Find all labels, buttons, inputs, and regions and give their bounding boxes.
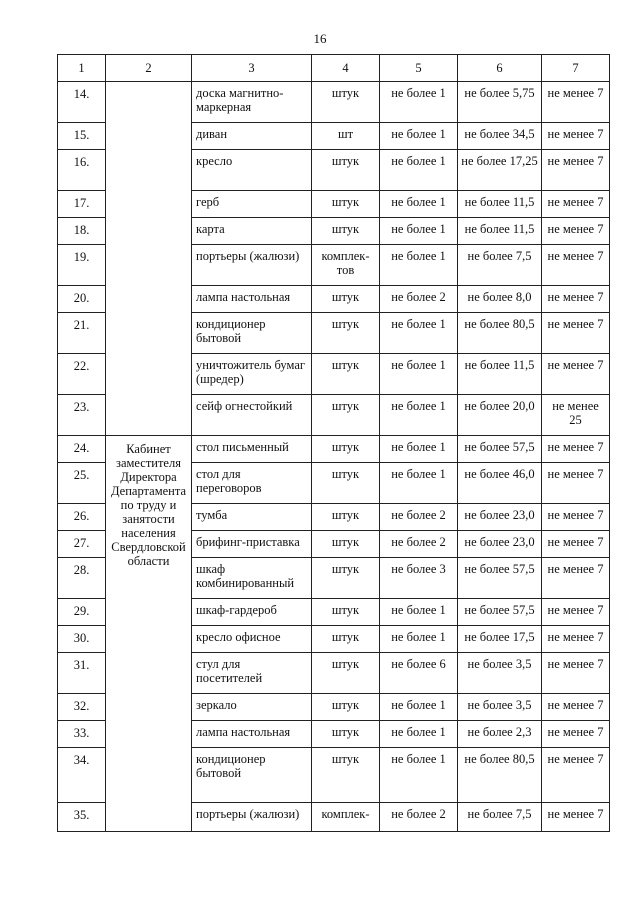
item-name-cell: кондиционер бытовой <box>192 748 312 803</box>
item-name-cell: герб <box>192 191 312 218</box>
quantity-cell: не более 1 <box>380 436 458 463</box>
header-cell: 2 <box>106 55 192 82</box>
quantity-cell: не более 1 <box>380 191 458 218</box>
quantity-cell: не более 1 <box>380 354 458 395</box>
service-life-cell: не менее 7 <box>542 748 610 803</box>
item-name-cell: сейф огнестойкий <box>192 395 312 436</box>
row-number-cell: 33. <box>58 721 106 748</box>
item-name-cell: стул для посетителей <box>192 653 312 694</box>
quantity-cell: не более 1 <box>380 694 458 721</box>
quantity-cell: не более 6 <box>380 653 458 694</box>
service-life-cell: не менее 7 <box>542 531 610 558</box>
row-number-cell: 19. <box>58 245 106 286</box>
item-name-cell: уничтожитель бумаг (шредер) <box>192 354 312 395</box>
service-life-cell: не менее 7 <box>542 286 610 313</box>
price-cell: не более 8,0 <box>458 286 542 313</box>
service-life-cell: не менее 7 <box>542 354 610 395</box>
row-number-cell: 34. <box>58 748 106 803</box>
row-number-cell: 23. <box>58 395 106 436</box>
unit-cell: штук <box>312 599 380 626</box>
row-number-cell: 24. <box>58 436 106 463</box>
quantity-cell: не более 2 <box>380 504 458 531</box>
item-name-cell: стол письменный <box>192 436 312 463</box>
price-cell: не более 57,5 <box>458 558 542 599</box>
unit-cell: штук <box>312 395 380 436</box>
row-number-cell: 20. <box>58 286 106 313</box>
quantity-cell: не более 1 <box>380 82 458 123</box>
item-name-cell: кондиционер бытовой <box>192 313 312 354</box>
service-life-cell: не менее 7 <box>542 82 610 123</box>
service-life-cell: не менее 7 <box>542 218 610 245</box>
row-number-cell: 30. <box>58 626 106 653</box>
item-name-cell: шкаф-гардероб <box>192 599 312 626</box>
price-cell: не более 7,5 <box>458 245 542 286</box>
price-cell: не более 2,3 <box>458 721 542 748</box>
service-life-cell: не менее 7 <box>542 150 610 191</box>
quantity-cell: не более 1 <box>380 721 458 748</box>
item-name-cell: тумба <box>192 504 312 531</box>
row-number-cell: 25. <box>58 463 106 504</box>
unit-cell: штук <box>312 436 380 463</box>
row-number-cell: 28. <box>58 558 106 599</box>
table-row <box>58 82 610 123</box>
service-life-cell: не менее 7 <box>542 313 610 354</box>
service-life-cell: не менее 7 <box>542 626 610 653</box>
service-life-cell: не менее 7 <box>542 463 610 504</box>
header-cell: 7 <box>542 55 610 82</box>
quantity-cell: не более 2 <box>380 286 458 313</box>
row-number-cell: 17. <box>58 191 106 218</box>
unit-cell: комплек-тов <box>312 245 380 286</box>
room-cell: Кабинет заместителя Директора Департамента по труду и занятости населения Свердловской области <box>106 436 192 832</box>
quantity-cell: не более 1 <box>380 599 458 626</box>
row-number-cell: 15. <box>58 123 106 150</box>
header-cell: 1 <box>58 55 106 82</box>
price-cell: не более 46,0 <box>458 463 542 504</box>
row-number-cell: 26. <box>58 504 106 531</box>
quantity-cell: не более 3 <box>380 558 458 599</box>
price-cell: не более 17,5 <box>458 626 542 653</box>
price-cell: не более 80,5 <box>458 313 542 354</box>
quantity-cell: не более 2 <box>380 803 458 832</box>
quantity-cell: не более 1 <box>380 150 458 191</box>
service-life-cell: не менее 7 <box>542 653 610 694</box>
quantity-cell: не более 1 <box>380 218 458 245</box>
price-cell: не более 11,5 <box>458 354 542 395</box>
service-life-cell: не менее 7 <box>542 191 610 218</box>
service-life-cell: не менее 7 <box>542 123 610 150</box>
unit-cell: штук <box>312 313 380 354</box>
table-header-row <box>58 55 610 82</box>
price-cell: не более 23,0 <box>458 531 542 558</box>
unit-cell: штук <box>312 82 380 123</box>
item-name-cell: портьеры (жалюзи) <box>192 245 312 286</box>
unit-cell: штук <box>312 218 380 245</box>
unit-cell: штук <box>312 354 380 395</box>
page-number: 16 <box>313 31 327 46</box>
row-number-cell: 35. <box>58 803 106 832</box>
price-cell: не более 57,5 <box>458 436 542 463</box>
item-name-cell: карта <box>192 218 312 245</box>
row-number-cell: 22. <box>58 354 106 395</box>
service-life-cell: не менее 7 <box>542 721 610 748</box>
row-number-cell: 21. <box>58 313 106 354</box>
quantity-cell: не более 1 <box>380 463 458 504</box>
header-cell: 6 <box>458 55 542 82</box>
price-cell: не более 17,25 <box>458 150 542 191</box>
row-number-cell: 32. <box>58 694 106 721</box>
room-cell-empty <box>106 82 192 436</box>
item-name-cell: зеркало <box>192 694 312 721</box>
header-cell: 5 <box>380 55 458 82</box>
item-name-cell: диван <box>192 123 312 150</box>
quantity-cell: не более 1 <box>380 748 458 803</box>
price-cell: не более 3,5 <box>458 653 542 694</box>
price-cell: не более 23,0 <box>458 504 542 531</box>
row-number-cell: 18. <box>58 218 106 245</box>
price-cell: не более 7,5 <box>458 803 542 832</box>
price-cell: не более 5,75 <box>458 82 542 123</box>
price-cell: не более 34,5 <box>458 123 542 150</box>
service-life-cell: не менее 7 <box>542 558 610 599</box>
quantity-cell: не более 1 <box>380 313 458 354</box>
row-number-cell: 14. <box>58 82 106 123</box>
price-cell: не более 57,5 <box>458 599 542 626</box>
item-name-cell: кресло офисное <box>192 626 312 653</box>
item-name-cell: портьеры (жалюзи) <box>192 803 312 832</box>
quantity-cell: не более 1 <box>380 245 458 286</box>
row-number-cell: 27. <box>58 531 106 558</box>
quantity-cell: не более 2 <box>380 531 458 558</box>
service-life-cell: не менее 7 <box>542 504 610 531</box>
price-cell: не более 11,5 <box>458 218 542 245</box>
equipment-table <box>57 54 610 832</box>
unit-cell: штук <box>312 626 380 653</box>
unit-cell: штук <box>312 191 380 218</box>
unit-cell: штук <box>312 286 380 313</box>
item-name-cell: кресло <box>192 150 312 191</box>
item-name-cell: лампа настольная <box>192 721 312 748</box>
service-life-cell: не менее 7 <box>542 694 610 721</box>
item-name-cell: шкаф комбинированный <box>192 558 312 599</box>
quantity-cell: не более 1 <box>380 626 458 653</box>
price-cell: не более 80,5 <box>458 748 542 803</box>
header-cell: 3 <box>192 55 312 82</box>
unit-cell: штук <box>312 558 380 599</box>
item-name-cell: доска магнитно-маркерная <box>192 82 312 123</box>
row-number-cell: 29. <box>58 599 106 626</box>
unit-cell: штук <box>312 504 380 531</box>
table-row <box>58 436 610 463</box>
service-life-cell: не менее 25 <box>542 395 610 436</box>
item-name-cell: стол для переговоров <box>192 463 312 504</box>
price-cell: не более 20,0 <box>458 395 542 436</box>
header-cell: 4 <box>312 55 380 82</box>
unit-cell: штук <box>312 694 380 721</box>
quantity-cell: не более 1 <box>380 395 458 436</box>
quantity-cell: не более 1 <box>380 123 458 150</box>
unit-cell: штук <box>312 463 380 504</box>
service-life-cell: не менее 7 <box>542 599 610 626</box>
unit-cell: комплек- <box>312 803 380 832</box>
service-life-cell: не менее 7 <box>542 436 610 463</box>
unit-cell: штук <box>312 748 380 803</box>
service-life-cell: не менее 7 <box>542 245 610 286</box>
item-name-cell: лампа настольная <box>192 286 312 313</box>
price-cell: не более 3,5 <box>458 694 542 721</box>
row-number-cell: 31. <box>58 653 106 694</box>
unit-cell: шт <box>312 123 380 150</box>
row-number-cell: 16. <box>58 150 106 191</box>
unit-cell: штук <box>312 531 380 558</box>
price-cell: не более 11,5 <box>458 191 542 218</box>
unit-cell: штук <box>312 653 380 694</box>
item-name-cell: брифинг-приставка <box>192 531 312 558</box>
unit-cell: штук <box>312 721 380 748</box>
service-life-cell: не менее 7 <box>542 803 610 832</box>
unit-cell: штук <box>312 150 380 191</box>
